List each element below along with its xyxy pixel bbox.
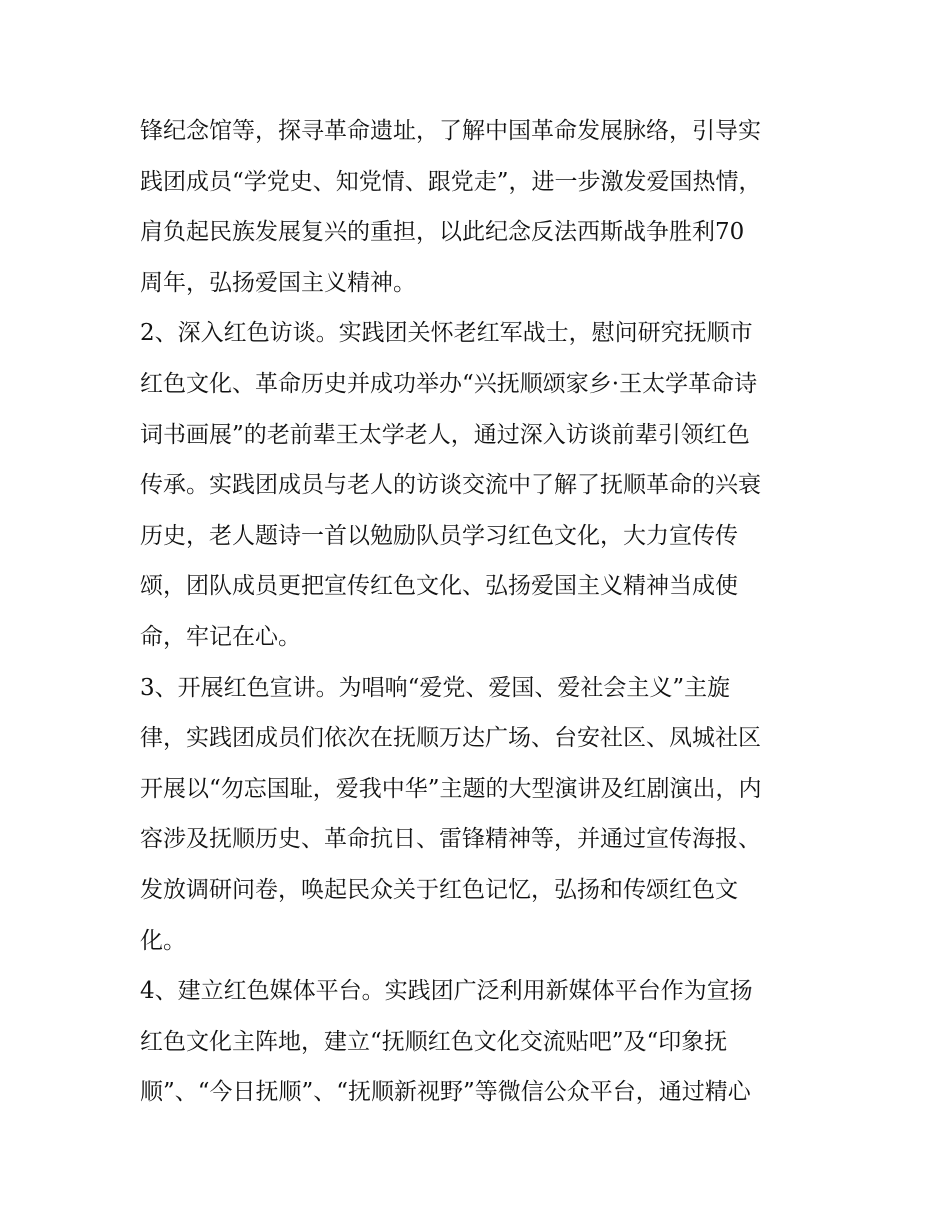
text-line: 词书画展”的老前辈王太学老人，通过深入访谈前辈引领红色	[140, 421, 750, 448]
text-line: 化。	[140, 927, 186, 954]
text-line: 律，实践团成员们依次在抚顺万达广场、台安社区、凤城社区	[140, 725, 761, 752]
text-line: 颂，团队成员更把宣传红色文化、弘扬爱国主义精神当成使	[140, 573, 738, 600]
text-line: 红色文化主阵地，建立“抚顺红色文化交流贴吧”及“印象抚	[140, 1028, 728, 1055]
text-line: 红色文化、革命历史并成功举办“兴抚顺颂家乡·王太学革命诗	[140, 370, 758, 397]
text-line: 传承。实践团成员与老人的访谈交流中了解了抚顺革命的兴衰	[140, 472, 761, 499]
text-line: 4、建立红色媒体平台。实践团广泛利用新媒体平台作为宣扬	[140, 978, 753, 1005]
text-line: 历史，老人题诗一首以勉励队员学习红色文化，大力宣传传	[140, 522, 738, 549]
body-text	[140, 106, 830, 1118]
text-line: 顺”、“今日抚顺”、“抚顺新视野”等微信公众平台，通过精心	[140, 1079, 751, 1106]
text-line: 肩负起民族发展复兴的重担，以此纪念反法西斯战争胜利70	[140, 219, 745, 246]
text-line: 命，牢记在心。	[140, 623, 301, 650]
text-line: 3、开展红色宣讲。为唱响“爱党、爱国、爱社会主义”主旋	[140, 674, 731, 701]
text-line: 发放调研问卷，唤起民众关于红色记忆，弘扬和传颂红色文	[140, 876, 738, 903]
text-line: 践团成员“学党史、知党情、跟党走”，进一步激发爱国热情，	[140, 168, 762, 195]
text-line: 锋纪念馆等，探寻革命遗址，了解中国革命发展脉络，引导实	[140, 118, 761, 144]
text-line: 容涉及抚顺历史、革命抗日、雷锋精神等，并通过宣传海报、	[140, 826, 761, 853]
text-line: 2、深入红色访谈。实践团关怀老红军战士，慰问研究抚顺市	[140, 320, 753, 347]
text-line: 开展以“勿忘国耻，爱我中华”主题的大型演讲及红剧演出，内	[140, 775, 762, 802]
text-line: 周年，弘扬爱国主义精神。	[140, 269, 416, 296]
